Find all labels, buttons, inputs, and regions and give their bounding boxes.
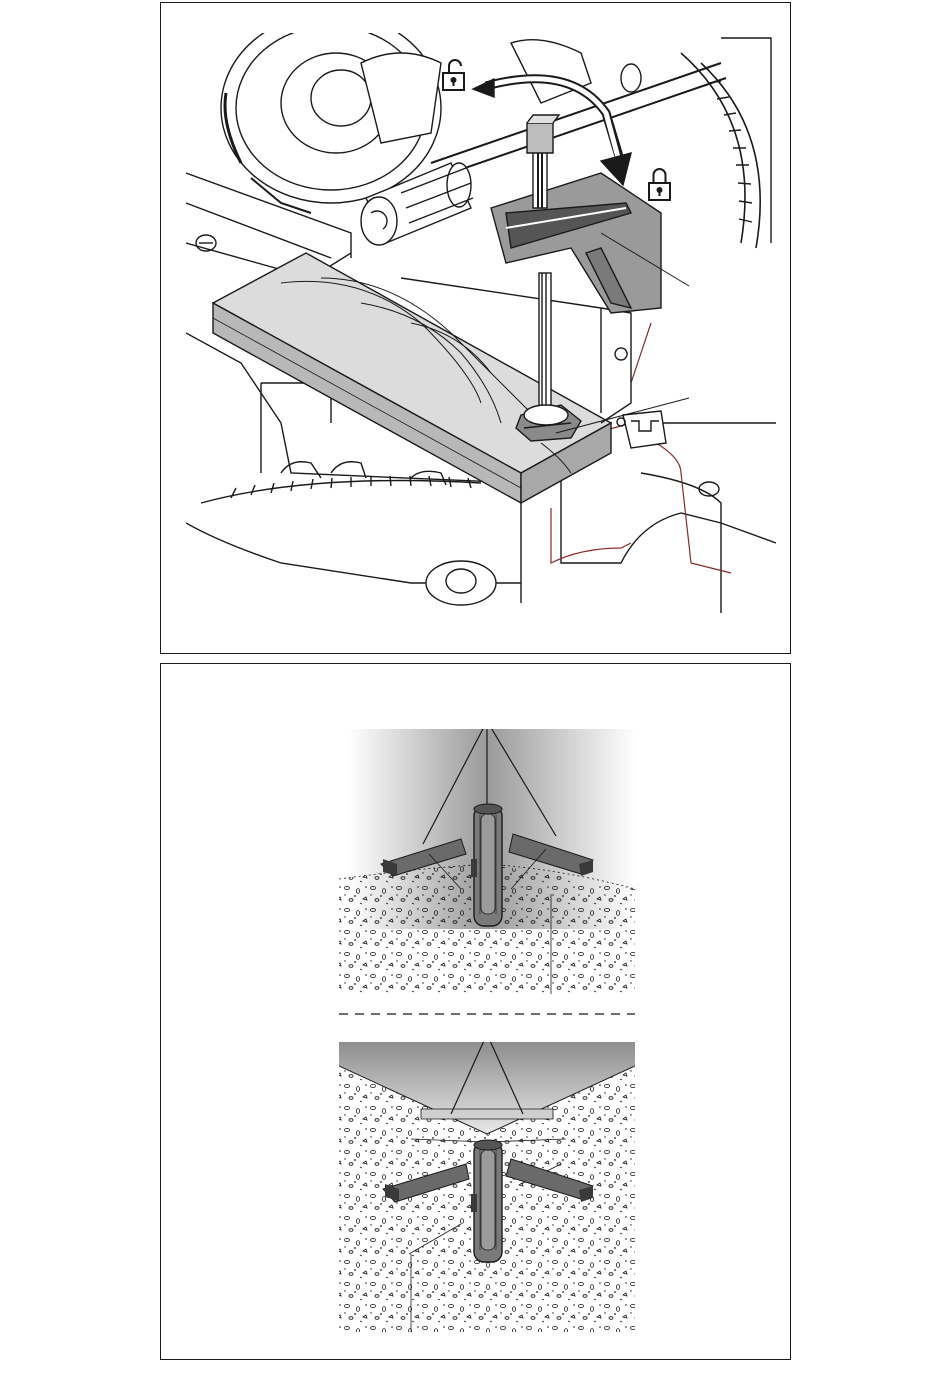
laser-corner-figure-panel — [160, 663, 791, 1360]
bevel-scale — [681, 38, 771, 248]
unlock-icon — [443, 60, 464, 90]
wall-corner-view — [339, 721, 635, 994]
lock-icon — [649, 169, 670, 200]
clamp-bracket — [617, 411, 666, 448]
ceiling-corner-view — [339, 1034, 635, 1332]
saw-clamp-figure-panel — [160, 2, 791, 654]
laser-corner-illustration — [161, 664, 792, 1361]
saw-clamp-illustration — [161, 3, 792, 655]
